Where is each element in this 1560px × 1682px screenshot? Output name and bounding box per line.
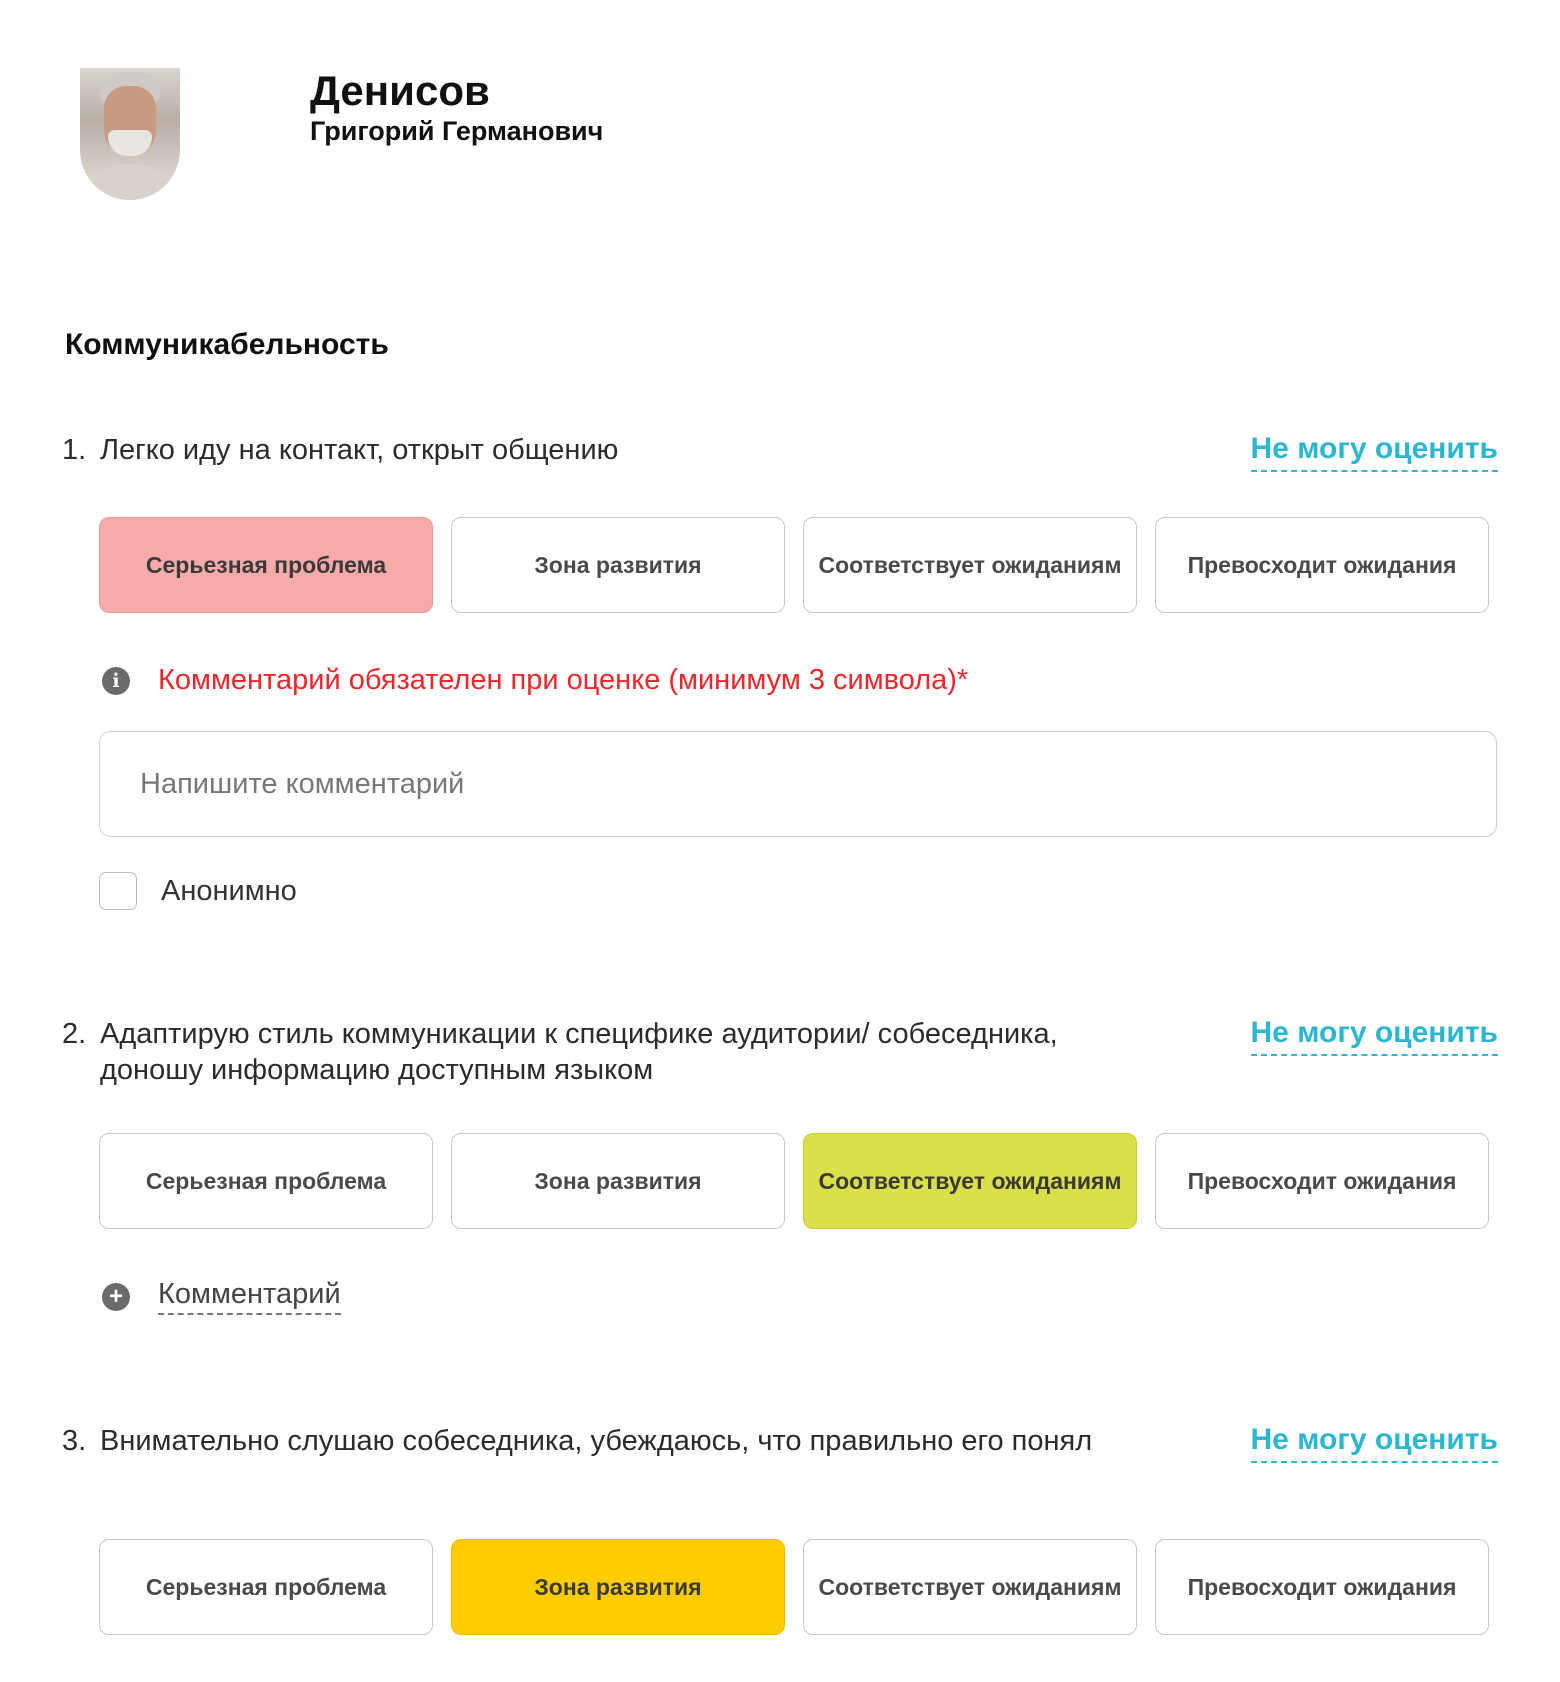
option-serious-problem[interactable]: Серьезная проблема: [99, 1539, 433, 1635]
question-text: [62, 432, 1122, 468]
comment-input[interactable]: [99, 731, 1497, 837]
rating-options-1: [99, 517, 1489, 613]
add-comment-link[interactable]: [102, 1278, 341, 1315]
anonymous-option[interactable]: [99, 872, 297, 910]
option-development-zone[interactable]: Зона развития: [451, 1133, 785, 1229]
question-number: 3.: [62, 1425, 87, 1457]
cant-rate-link[interactable]: Не могу оценить: [1251, 1423, 1498, 1463]
option-serious-problem[interactable]: Серьезная проблема: [99, 1133, 433, 1229]
comment-placeholder: Напишите комментарий: [140, 767, 465, 800]
name-block: [310, 68, 603, 147]
option-exceeds-expectations[interactable]: Превосходит ожидания: [1155, 1133, 1489, 1229]
anonymous-checkbox[interactable]: [99, 872, 137, 910]
option-meets-expectations[interactable]: Соответствует ожиданиям: [803, 1539, 1137, 1635]
last-name: Денисов: [310, 67, 490, 114]
option-exceeds-expectations[interactable]: Превосходит ожидания: [1155, 517, 1489, 613]
option-development-zone[interactable]: Зона развития: [451, 517, 785, 613]
rating-options-2: [99, 1133, 1489, 1229]
avatar: [80, 68, 180, 200]
comment-required-hint: [102, 664, 968, 697]
question-number: 1.: [62, 434, 87, 466]
info-icon: i: [102, 667, 130, 695]
option-meets-expectations[interactable]: Соответствует ожиданиям: [803, 517, 1137, 613]
first-name: Григорий Германович: [310, 116, 604, 146]
question-number: 2.: [62, 1018, 87, 1050]
question-body: Адаптирую стиль коммуникации к специфике аудитории/ собеседника, доношу информацию доступным языком: [100, 1018, 1058, 1086]
section-title: Коммуникабельность: [65, 328, 389, 361]
question-3: [62, 1423, 1498, 1459]
cant-rate-link[interactable]: Не могу оценить: [1251, 1016, 1498, 1056]
plus-circle-icon: +: [102, 1283, 130, 1311]
cant-rate-link[interactable]: Не могу оценить: [1251, 432, 1498, 472]
option-serious-problem[interactable]: Серьезная проблема: [99, 517, 433, 613]
question-body: Легко иду на контакт, открыт общению: [100, 434, 619, 466]
option-development-zone[interactable]: Зона развития: [451, 1539, 785, 1635]
add-comment-label: Комментарий: [158, 1278, 341, 1315]
question-2: [62, 1016, 1498, 1088]
profile-header: [80, 68, 603, 200]
hint-text: Комментарий обязателен при оценке (минимум 3 символа)*: [158, 664, 969, 696]
anonymous-label: Анонимно: [161, 874, 297, 907]
question-body: Внимательно слушаю собеседника, убеждаюсь, что правильно его понял: [100, 1425, 1093, 1457]
option-meets-expectations[interactable]: Соответствует ожиданиям: [803, 1133, 1137, 1229]
question-text: [62, 1016, 1122, 1088]
rating-options-3: [99, 1539, 1489, 1635]
question-text: [62, 1423, 1122, 1459]
question-1: [62, 432, 1498, 468]
option-exceeds-expectations[interactable]: Превосходит ожидания: [1155, 1539, 1489, 1635]
